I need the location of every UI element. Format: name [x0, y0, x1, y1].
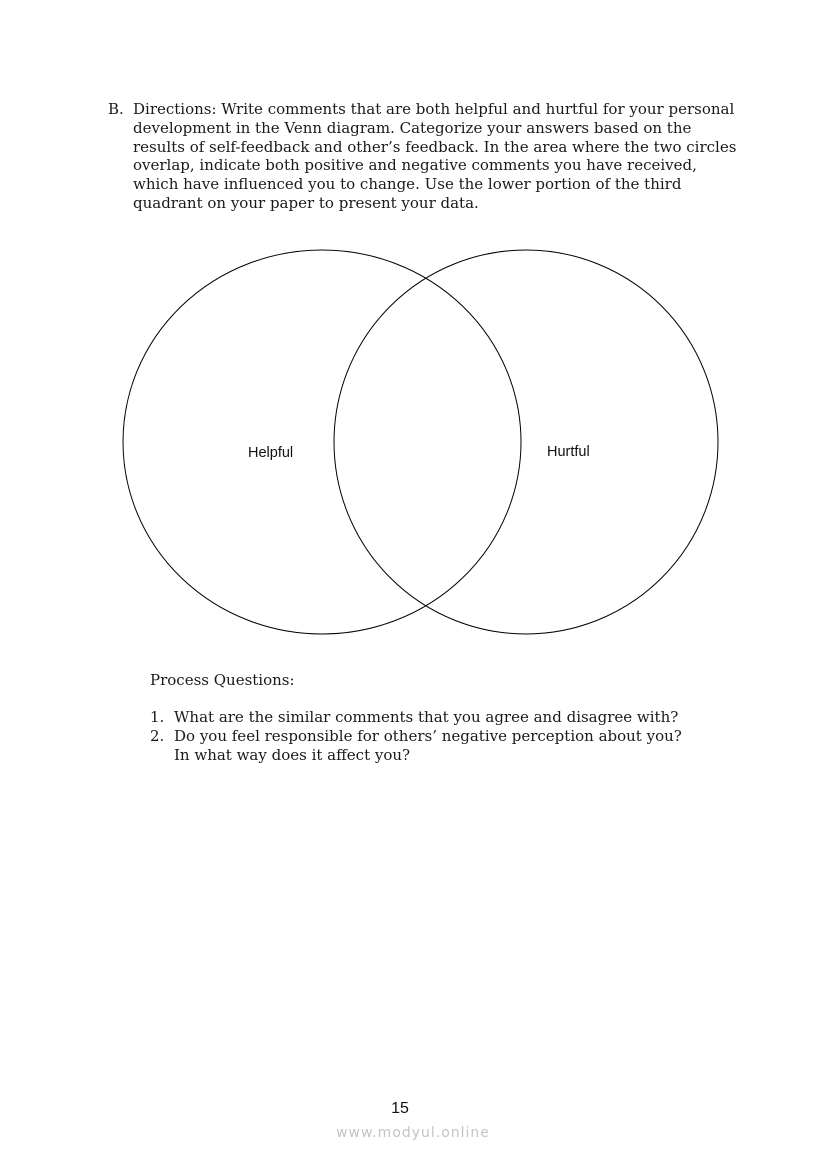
- questions-list: [150, 708, 730, 764]
- venn-circle-helpful: [123, 250, 521, 634]
- directions-line: quadrant on your paper to present your data.: [133, 193, 479, 212]
- question-text: In what way does it affect you?: [174, 745, 411, 764]
- question-text: What are the similar comments that you agree and disagree with?: [174, 708, 679, 726]
- directions-line: Directions: Write comments that are both helpful and hurtful for your personal: [133, 100, 735, 118]
- question-item: [150, 727, 730, 765]
- directions-letter: B.: [108, 100, 124, 118]
- directions-line: which have influenced you to change. Use the lower portion of the third: [133, 175, 682, 194]
- watermark: www.modyul.online: [336, 1125, 490, 1141]
- directions-line: results of self-feedback and other’s feedback. In the area where the two circles: [133, 137, 737, 156]
- venn-label-helpful: Helpful: [248, 445, 294, 461]
- directions-line: overlap, indicate both positive and negative comments you have received,: [133, 156, 697, 175]
- question-number: 1.: [150, 708, 165, 726]
- directions-block: [108, 100, 738, 213]
- page-number: 15: [391, 1100, 409, 1117]
- question-item: [150, 708, 730, 727]
- question-text: Do you feel responsible for others’ negative perception about you?: [174, 726, 682, 745]
- question-number: 2.: [150, 726, 165, 745]
- directions-line: development in the Venn diagram. Categorize your answers based on the: [133, 118, 692, 137]
- venn-label-hurtful: Hurtful: [547, 444, 590, 460]
- process-questions-title: Process Questions:: [150, 671, 295, 689]
- venn-circle-hurtful: [334, 250, 718, 634]
- directions-text: [133, 100, 737, 213]
